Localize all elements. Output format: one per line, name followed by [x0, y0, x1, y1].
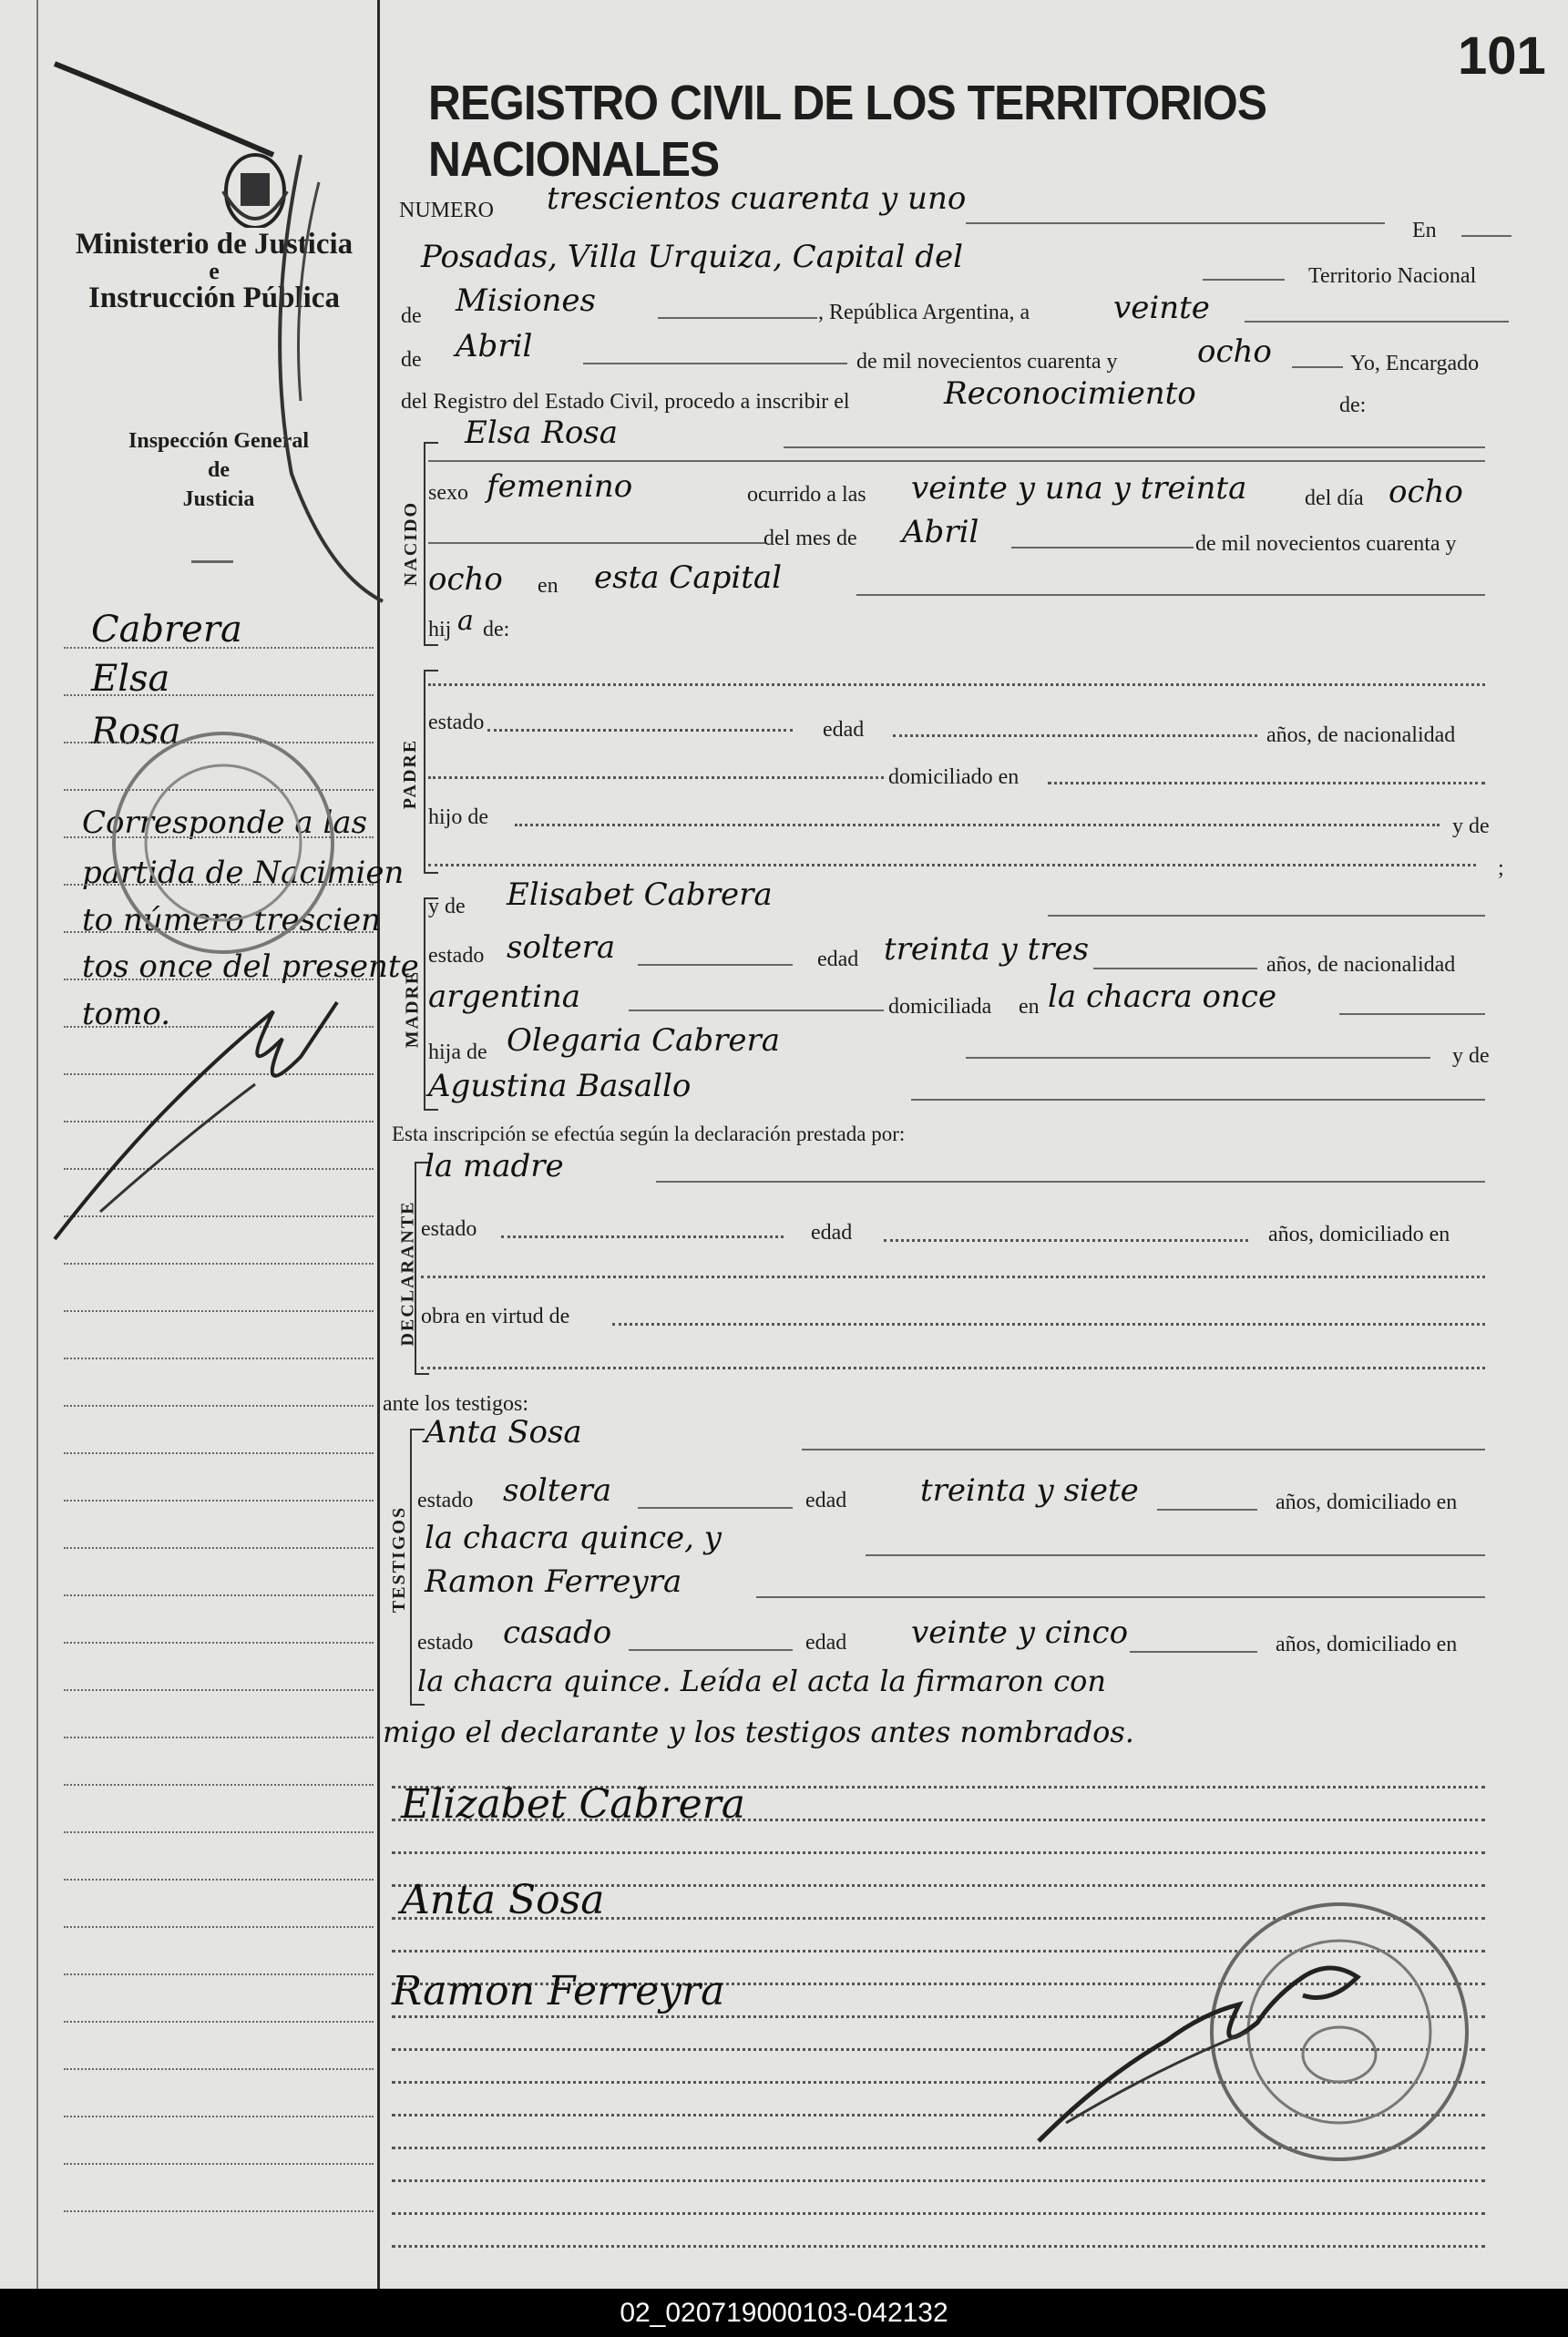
birth-place-value: esta Capital — [594, 559, 783, 596]
padre-bracket — [424, 670, 438, 874]
birth-mil-label: de mil novecientos cuarenta y — [1195, 532, 1457, 556]
margin-ruled-line — [64, 2068, 374, 2070]
margin-ruled-line — [64, 1926, 374, 1928]
margin-note-line2: partida de Nacimien — [82, 855, 405, 891]
signature-witness1: Anta Sosa — [401, 1877, 605, 1923]
padre-y-de-label: y de — [1452, 815, 1490, 838]
margin-signature-icon — [46, 975, 346, 1248]
en-label-2: en — [538, 574, 559, 598]
place-line — [1203, 279, 1285, 281]
declarant-line — [656, 1181, 1485, 1183]
padre-line-1 — [428, 683, 1485, 686]
padre-estado-label: estado — [428, 711, 485, 734]
ministry-line1: Ministerio de Justicia — [75, 228, 354, 261]
birth-place-line — [856, 594, 1485, 596]
margin-stamp-icon — [105, 720, 342, 966]
mother-domiciliada-label: domiciliada — [888, 995, 992, 1019]
witness2-anos-label: años, domiciliado en — [1276, 1633, 1458, 1656]
year-value: ocho — [1197, 333, 1272, 370]
mother-edad-line — [1093, 968, 1257, 969]
page-number: 101 — [1458, 26, 1546, 86]
numero-value: trescientos cuarenta y uno — [547, 180, 967, 217]
declarant-value: la madre — [425, 1148, 564, 1184]
margin-ruled-line — [64, 1310, 374, 1312]
padre-hijo-de-line — [515, 824, 1440, 826]
territorio-label: Territorio Nacional — [1308, 264, 1477, 288]
hijo-de-label: de: — [483, 618, 510, 641]
mother-edad: treinta y tres — [884, 931, 1090, 968]
margin-ruled-line — [64, 1263, 374, 1265]
padre-domiciliado-label: domiciliado en — [888, 765, 1020, 789]
hija-de-label: hija de — [428, 1040, 487, 1064]
header-dash — [191, 560, 233, 563]
grandmother-name: Olegaria Cabrera — [507, 1022, 781, 1059]
margin-ruled-line — [64, 1594, 374, 1596]
witness2-estado-label: estado — [417, 1631, 474, 1655]
sexo-value: femenino — [487, 468, 633, 505]
testigos-label: ante los testigos: — [383, 1392, 528, 1416]
del-dia-label: del día — [1305, 487, 1364, 510]
hour-value: veinte y una y treinta — [911, 470, 1247, 507]
inspection-line3: Justicia — [182, 487, 255, 511]
territory-value: Misiones — [456, 282, 596, 319]
margin-ruled-line — [64, 2163, 374, 2165]
en-label: En — [1412, 219, 1437, 242]
declarante-edad-line — [884, 1239, 1248, 1242]
grandfather-line — [911, 1099, 1485, 1101]
birth-month-line — [1011, 547, 1194, 548]
act-value: Reconocimiento — [944, 375, 1196, 412]
mother-y-de-label: y de — [428, 895, 466, 918]
declarante-line-3 — [421, 1367, 1485, 1369]
margin-name1: Elsa — [91, 658, 170, 700]
header-signature-icon — [246, 146, 401, 620]
mother-domicile: la chacra once — [1048, 979, 1277, 1015]
ministry-line2: e — [209, 258, 220, 284]
mother-anos-label: años, de nacionalidad — [1266, 953, 1456, 977]
padre-line-last — [428, 864, 1476, 866]
padre-hijo-de-label: hijo de — [428, 805, 488, 829]
en-line — [1461, 235, 1512, 237]
form-ruled-line — [392, 1851, 1485, 1854]
de-label: de — [401, 304, 422, 328]
mother-name: Elisabet Cabrera — [507, 876, 773, 913]
declarante-line-2 — [421, 1276, 1485, 1278]
witness1-estado: soltera — [503, 1472, 612, 1509]
mother-nacionalidad: argentina — [428, 979, 581, 1015]
testigos-section-label: TESTIGOS — [389, 1505, 410, 1614]
margin-ruled-line — [64, 1784, 374, 1786]
witness2-domicile: la chacra quince. Leída el acta la firmaron con — [417, 1664, 1106, 1698]
de-label-2: de — [401, 348, 422, 372]
signature-witness2: Ramon Ferreyra — [392, 1968, 725, 2014]
witness2-name: Ramon Ferreyra — [425, 1563, 682, 1600]
nacido-bracket — [424, 442, 438, 646]
document-title: REGISTRO CIVIL DE LOS TERRITORIOS NACIONALES — [428, 76, 1267, 187]
padre-edad-label: edad — [823, 718, 865, 742]
child-name-line — [784, 446, 1485, 448]
witness1-estado-label: estado — [417, 1489, 474, 1512]
place-value: Posadas, Villa Urquiza, Capital del — [421, 239, 963, 275]
form-ruled-line — [392, 2245, 1485, 2248]
obra-line — [612, 1323, 1485, 1326]
witness2-estado-line — [629, 1649, 793, 1651]
year-line — [1292, 366, 1343, 368]
padre-edad-line — [893, 734, 1257, 737]
margin-ruled-line — [64, 1831, 374, 1833]
declarante-section-label: DECLARANTE — [397, 1200, 418, 1347]
left-margin-rule — [36, 0, 38, 2289]
witness2-estado: casado — [503, 1614, 612, 1651]
grandmother-line — [966, 1057, 1430, 1059]
numero-label: NUMERO — [399, 199, 495, 222]
margin-ruled-line — [64, 2116, 374, 2117]
footer-id: 02_020719000103-042132 — [0, 2289, 1568, 2337]
margin-ruled-line — [64, 2210, 374, 2212]
numero-line — [966, 222, 1385, 224]
margin-surname: Cabrera — [91, 609, 242, 651]
officer-signature-icon — [1030, 1941, 1394, 2150]
mother-nac-line — [629, 1010, 884, 1011]
margin-ruled-line — [64, 1642, 374, 1644]
margin-ruled-line — [64, 647, 374, 649]
nacido-rule-1 — [428, 460, 1485, 462]
day-line — [1245, 321, 1509, 323]
padre-estado-line — [487, 729, 793, 732]
grandfather-name: Agustina Basallo — [428, 1068, 692, 1104]
mother-name-line — [1048, 915, 1485, 917]
margin-ruled-line — [64, 1358, 374, 1359]
inspection-line2: de — [208, 458, 230, 482]
nacido-section-label: NACIDO — [401, 500, 422, 587]
margin-name2: Rosa — [91, 711, 181, 753]
padre-section-label: PADRE — [400, 738, 421, 810]
witness2-edad: veinte y cinco — [911, 1614, 1129, 1651]
inscripcion-label: Esta inscripción se efectúa según la declaración prestada por: — [392, 1122, 906, 1145]
inspection-line1: Inspección General — [128, 429, 309, 453]
ocurrido-label: ocurrido a las — [747, 483, 866, 507]
hijo-suffix: a — [457, 605, 474, 637]
month-value: Abril — [456, 328, 533, 364]
witness1-edad: treinta y siete — [920, 1472, 1139, 1509]
signature-mother: Elizabet Cabrera — [401, 1781, 745, 1828]
birth-year-value: ocho — [428, 561, 503, 598]
declarante-anos-label: años, domiciliado en — [1268, 1223, 1450, 1246]
margin-note-line1: Corresponde a las — [82, 805, 368, 841]
margin-ruled-line — [64, 1879, 374, 1881]
margin-ruled-line — [64, 694, 374, 696]
margin-ruled-line — [64, 1405, 374, 1407]
padre-anos-label: años, de nacionalidad — [1266, 723, 1456, 747]
child-name: Elsa Rosa — [465, 415, 619, 451]
mother-edad-label: edad — [817, 948, 859, 971]
declarante-edad-label: edad — [811, 1221, 853, 1245]
birth-blank-line — [428, 542, 765, 544]
obra-label: obra en virtud de — [421, 1305, 570, 1328]
padre-dom-line — [1048, 782, 1485, 784]
ministry-line3: Instrucción Pública — [88, 282, 340, 314]
witness1-anos-label: años, domiciliado en — [1276, 1491, 1458, 1514]
madre-section-label: MADRE — [402, 969, 423, 1049]
form-ruled-line — [392, 2179, 1485, 2182]
closing-line: migo el declarante y los testigos antes nombrados. — [383, 1715, 1134, 1749]
mil-label: de mil novecientos cuarenta y — [856, 350, 1118, 374]
margin-ruled-line — [64, 1737, 374, 1738]
margin-ruled-line — [64, 1689, 374, 1691]
de-colon-label: de: — [1339, 394, 1367, 417]
territory-line — [658, 317, 817, 319]
birth-day-value: ocho — [1389, 474, 1463, 510]
yo-label: Yo, Encargado — [1350, 352, 1480, 375]
sexo-label: sexo — [428, 481, 468, 505]
del-mes-label: del mes de — [764, 527, 857, 550]
witness2-name-line — [756, 1596, 1485, 1598]
margin-ruled-line — [64, 1973, 374, 1975]
witness1-estado-line — [638, 1507, 793, 1509]
padre-semicolon: ; — [1498, 856, 1504, 880]
mother-estado-line — [638, 964, 793, 966]
margin-ruled-line — [64, 1452, 374, 1454]
margin-ruled-line — [64, 1500, 374, 1502]
mother-dom-line — [1339, 1013, 1485, 1015]
witness1-name-line — [802, 1449, 1485, 1450]
margin-ruled-line — [64, 1547, 374, 1549]
day-value: veinte — [1113, 290, 1210, 326]
margin-ruled-line — [64, 2021, 374, 2023]
republica-label: , República Argentina, a — [818, 301, 1030, 324]
witness1-edad-line — [1157, 1509, 1257, 1511]
witness1-name: Anta Sosa — [425, 1414, 582, 1450]
mother-estado: soltera — [507, 929, 616, 966]
witness1-domicile: la chacra quince, y — [425, 1520, 722, 1556]
witness2-edad-line — [1130, 1651, 1257, 1653]
declarante-estado-label: estado — [421, 1217, 477, 1241]
hijo-label-prefix: hij — [428, 618, 452, 641]
witness2-edad-label: edad — [805, 1631, 847, 1655]
birth-month-value: Abril — [902, 514, 979, 550]
margin-note-line3: to número trescien — [82, 902, 382, 938]
form-ruled-line — [392, 2212, 1485, 2215]
month-line — [583, 363, 847, 364]
mother-y-de-label-2: y de — [1452, 1044, 1490, 1068]
declarante-estado-line — [501, 1235, 784, 1238]
mother-estado-label: estado — [428, 944, 485, 968]
margin-note-line4: tos once del presente — [82, 948, 419, 985]
margin-note-line5: tomo. — [82, 996, 171, 1032]
registro-label: del Registro del Estado Civil, procedo a inscribir el — [401, 390, 850, 414]
padre-nac-line — [428, 776, 884, 779]
witness1-dom-line — [866, 1554, 1485, 1556]
mother-en-label: en — [1019, 995, 1040, 1019]
witness1-edad-label: edad — [805, 1489, 847, 1512]
